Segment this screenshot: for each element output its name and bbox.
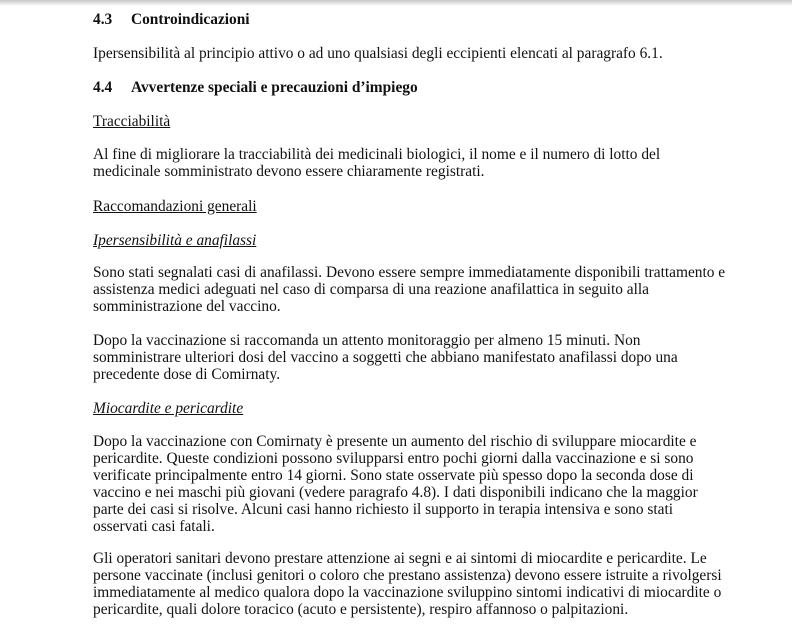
traceability-heading-text: Tracciabilità	[93, 113, 171, 130]
section-title: Controindicazioni	[131, 11, 250, 28]
section-number: 4.3	[93, 11, 113, 28]
myocarditis-heading-text: Miocardite e pericardite	[93, 400, 244, 417]
anaphylaxis-heading-text: Ipersensibilità e anafilassi	[93, 232, 257, 249]
general-heading-text: Raccomandazioni generali	[93, 198, 257, 215]
myocarditis-paragraph-1	[93, 433, 733, 535]
text-line: vaccino e nei maschi più giovani (vedere paragrafo 4.8). I dati disponibili indicano che la maggior	[93, 484, 698, 501]
section-title: Avvertenze speciali e precauzioni d’impiego	[131, 79, 418, 96]
text-line: somministrare ulteriori dosi del vaccino a soggetti che abbiano manifestato anafilassi dopo una	[93, 349, 678, 366]
anaphylaxis-paragraph-2	[93, 332, 733, 383]
text-line: assistenza medici adeguati nel caso di comparsa di una reazione anafilattica in seguito alla	[93, 281, 649, 298]
contraindications-text: Ipersensibilità al principio attivo o ad uno qualsiasi degli eccipienti elencati al paragrafo 6.1.	[93, 45, 663, 62]
general-recommendations-heading	[93, 198, 733, 215]
text-line: persone vaccinate (inclusi genitori o coloro che prestano assistenza) devono essere istruite a rivolgersi	[93, 567, 722, 584]
myocarditis-heading	[93, 400, 733, 417]
text-line: Gli operatori sanitari devono prestare attenzione ai segni e ai sintomi di miocardite e pericardite. Le	[93, 550, 707, 567]
traceability-heading	[93, 113, 733, 130]
section-heading-4-4	[93, 79, 733, 96]
text-line: immediatamente al medico qualora dopo la vaccinazione sviluppino sintomi indicativi di miocardite o	[93, 584, 722, 601]
text-line: Sono stati segnalati casi di anafilassi. Devono essere sempre immediatamente disponibili trattamento e	[93, 264, 726, 281]
text-line: somministrazione del vaccino.	[93, 298, 281, 315]
text-line: precedente dose di Comirnaty.	[93, 366, 281, 383]
text-line: pericardite. Queste condizioni possono svilupparsi entro pochi giorni dalla vaccinazione e si sono	[93, 450, 694, 467]
anaphylaxis-heading	[93, 232, 733, 249]
section-number: 4.4	[93, 79, 113, 96]
anaphylaxis-paragraph-1	[93, 264, 733, 315]
text-line: Dopo la vaccinazione con Comirnaty è presente un aumento del rischio di sviluppare miocardite e	[93, 433, 697, 450]
text-line: medicinale somministrato devono essere chiaramente registrati.	[93, 163, 485, 180]
text-line: Dopo la vaccinazione si raccomanda un attento monitoraggio per almeno 15 minuti. Non	[93, 332, 641, 349]
text-line: parte dei casi si risolve. Alcuni casi hanno richiesto il supporto in terapia intensiva e sono stati	[93, 501, 674, 518]
text-line: verificate principalmente entro 14 giorni. Sono state osservate più spesso dopo la seconda dose di	[93, 467, 694, 484]
section-heading-4-3	[93, 11, 733, 28]
text-line: pericardite, quali dolore toracico (acuto e persistente), respiro affannoso o palpitazioni.	[93, 601, 629, 618]
text-line: osservati casi fatali.	[93, 518, 215, 535]
traceability-paragraph	[93, 146, 733, 180]
myocarditis-paragraph-2	[93, 550, 753, 618]
page-top-shadow	[0, 0, 792, 6]
text-line: Al fine di migliorare la tracciabilità dei medicinali biologici, il nome e il numero di lotto del	[93, 146, 661, 163]
